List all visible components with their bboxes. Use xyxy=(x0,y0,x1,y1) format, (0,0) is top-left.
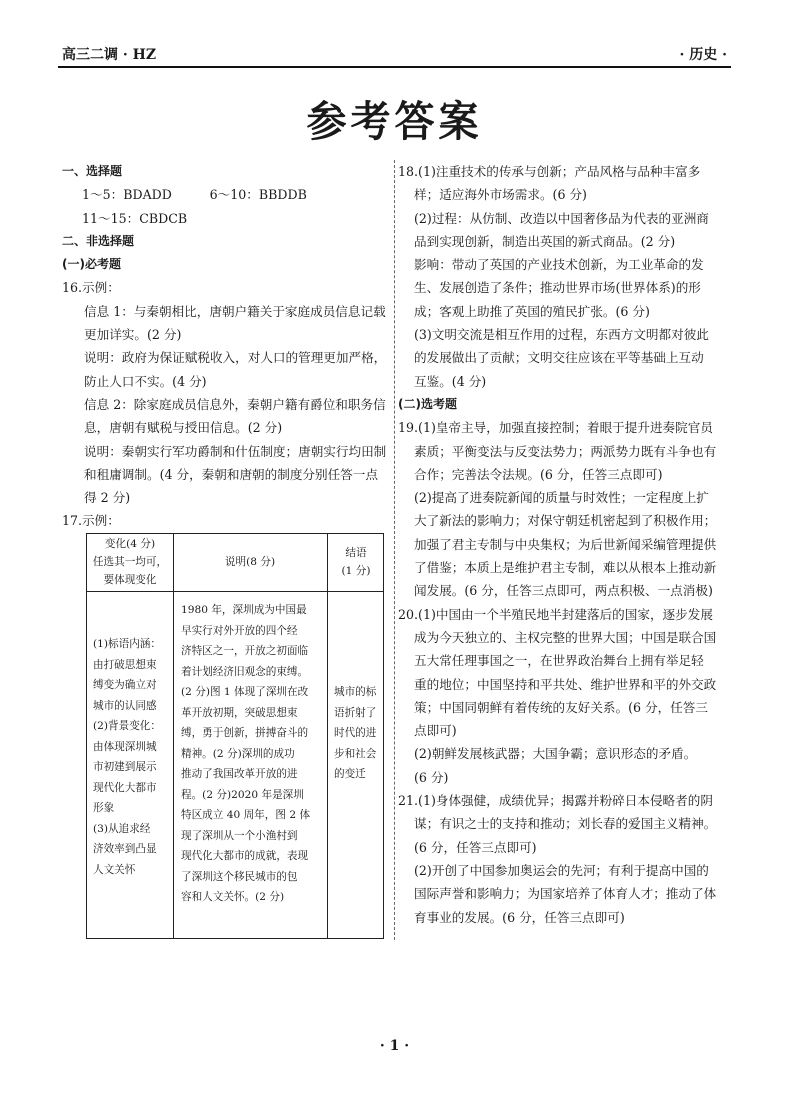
answer-line: 20.(1)中国由一个半殖民地半封建落后的国家，逐步发展 xyxy=(398,606,713,622)
table-header-conclusion xyxy=(327,534,385,591)
answer-line: 21.(1)身体强健，成绩优异；揭露并粉碎日本侵略者的阴 xyxy=(398,793,713,809)
table-text-line: 济效率到凸显 xyxy=(93,843,157,855)
section-heading: (二)选考题 xyxy=(398,396,457,411)
answer-line: (6 分，任答三点即可) xyxy=(414,839,537,855)
answer-line: 息，唐朝有赋税与授田信息。(2 分) xyxy=(84,420,283,436)
table-text-line: 革开放初期，突破思想束 xyxy=(181,706,298,719)
answer-line: (3)文明交流是相互作用的过程，东西方文明都对彼此 xyxy=(414,327,709,343)
table-text-line: 特区成立 40 周年，图 2 体 xyxy=(181,809,311,821)
answer-line: 说明：秦朝实行军功爵制和什伍制度；唐朝实行均田制 xyxy=(84,443,387,459)
table-text-line: 说明(8 分) xyxy=(224,556,276,568)
table-text-line: 的变迁 xyxy=(334,768,366,780)
table-text-line: 语折射了 xyxy=(334,706,377,719)
answer-line: 18.(1)注重技术的传承与创新；产品风格与品种丰富多 xyxy=(398,164,701,179)
page-title: 参考答案 xyxy=(306,98,483,147)
answer-line: (2)过程：从仿制、改造以中国奢侈品为代表的亚洲商 xyxy=(414,210,709,226)
table-text-line: (1 分) xyxy=(341,565,371,577)
answer-line: (6 分) xyxy=(414,769,449,785)
table-text-line: (1)标语内涵： xyxy=(93,638,161,650)
header-exam-label: 高三二调 · HZ xyxy=(62,47,157,63)
answer-line: (2)开创了中国参加奥运会的先河；有利于提高中国的 xyxy=(414,862,709,878)
answer-line: 成为今天独立的、主权完整的世界大国；中国是联合国 xyxy=(414,629,717,645)
answer-line: 得 2 分) xyxy=(84,490,131,506)
answer-line: 国际声誉和影响力；为国家培养了体育人才；推动了体 xyxy=(414,886,717,902)
answer-line: 17.示例： xyxy=(62,513,120,529)
table-text-line: 城市的认同感 xyxy=(93,699,157,712)
table-text-line: 由体现深圳城 xyxy=(93,740,157,753)
section-heading: (一)必考题 xyxy=(62,257,121,272)
answer-line: 19.(1)皇帝主导，加强直接控制；着眼于提升进奏院官员 xyxy=(398,420,713,436)
table-text-line: (3)从追求经 xyxy=(93,822,151,835)
table-text-line: 现代化大都市 xyxy=(93,781,157,794)
answer-line: 五大常任理事国之一，在世界政治舞台上拥有举足轻 xyxy=(414,653,704,669)
section-heading: 二、非选择题 xyxy=(62,233,135,248)
answer-line: (2)提高了进奏院新闻的质量与时效性；一定程度上扩 xyxy=(414,490,709,506)
table-text-line: 步和社会 xyxy=(334,747,377,760)
table-text-line: 要体现变化 xyxy=(103,574,157,586)
answer-line: 大了新法的影响力；对保守朝廷机密起到了积极作用； xyxy=(414,513,717,529)
header-divider xyxy=(58,66,731,68)
answer-line: 16.示例： xyxy=(62,280,120,296)
answer-line: 闻发展。(6 分，任答三点即可，两点积极、一点消极) xyxy=(414,583,713,599)
example-table xyxy=(86,533,384,939)
right-column xyxy=(398,160,732,929)
table-text-line: (2)背景变化： xyxy=(93,720,161,732)
table-cell-conclusion xyxy=(327,682,385,785)
table-text-line: 1980 年，深圳成为中国最 xyxy=(181,604,307,616)
table-text-line: 了深圳这个移民城市的包 xyxy=(181,870,298,883)
answer-line: 样；适应海外市场需求。(6 分) xyxy=(414,187,587,203)
table-text-line: 济特区之一，开放之初面临 xyxy=(181,645,309,657)
table-header-change xyxy=(87,534,173,591)
answer-line: (2)朝鲜发展核武器；大国争霸；意识形态的矛盾。 xyxy=(414,746,697,762)
answer-line: 素质；平衡变法与反变法势力；两派势力既有斗争也有 xyxy=(414,443,717,459)
table-text-line: 现了深圳从一个小渔村到 xyxy=(181,829,298,842)
table-text-line: 精神。(2 分)深圳的成功 xyxy=(181,747,295,760)
table-header-explanation xyxy=(173,534,327,591)
table-text-line: 市初建到展示 xyxy=(93,761,157,773)
table-text-line: 缚变为确立对 xyxy=(93,679,157,691)
answer-line: 加强了君主专制与中央集权；为后世新闻采编管理提供 xyxy=(414,536,717,552)
page-number: · 1 · xyxy=(379,1038,410,1054)
table-text-line: 早实行对外开放的四个经 xyxy=(181,624,298,637)
table-text-line: 现代化大都市的成就，表现 xyxy=(181,850,309,862)
table-text-line: 着计划经济旧观念的束缚。 xyxy=(181,665,309,678)
answer-line: 1～5：BDADD 6～10：BBDDB xyxy=(82,187,307,203)
answer-line: 谋；有识之士的支持和推动；刘长春的爱国主义精神。 xyxy=(414,816,717,832)
table-text-line: 容和人文关怀。(2 分) xyxy=(181,891,285,903)
answer-line: 策；中国同朝鲜有着传统的友好关系。(6 分，任答三 xyxy=(414,699,708,715)
left-column xyxy=(62,160,390,533)
table-text-line: 缚，勇于创新，拼搏奋斗的 xyxy=(181,727,309,739)
section-heading: 一、选择题 xyxy=(62,164,123,178)
answer-line: 点即可) xyxy=(414,723,457,739)
answer-line: 成；客观上助推了英国的殖民扩张。(6 分) xyxy=(414,303,650,319)
table-header-divider xyxy=(87,591,383,592)
answer-line: 了借鉴；本质上是维护君主专制，难以从根本上推动新 xyxy=(414,560,717,576)
header-subject-label: · 历史 · xyxy=(679,47,727,63)
table-cell-explanation xyxy=(173,600,327,908)
answer-line: 更加详实。(2 分) xyxy=(84,327,182,343)
answer-line: 11～15：CBDCB xyxy=(82,210,188,226)
answer-line: 合作；完善法令法规。(6 分，任答三点即可) xyxy=(414,466,663,482)
table-text-line: 由打破思想束 xyxy=(93,658,157,671)
answer-line: 影响：带动了英国的产业技术创新，为工业革命的发 xyxy=(414,257,704,273)
answer-line: 说明：政府为保证赋税收入，对人口的管理更加严格， xyxy=(84,350,387,366)
answer-line: 信息 1：与秦朝相比，唐朝户籍关于家庭成员信息记载 xyxy=(84,303,386,319)
answer-line: 的发展做出了贡献；文明交往应该在平等基础上互动 xyxy=(414,350,704,366)
table-text-line: 变化(4 分) xyxy=(104,538,156,550)
table-text-line: 人文关怀 xyxy=(93,863,136,876)
table-text-line: 推动了我国改革开放的进 xyxy=(181,768,298,780)
table-text-line: 时代的进 xyxy=(334,727,377,739)
column-divider xyxy=(394,160,395,940)
answer-line: 生、发展创造了条件；推动世界市场(世界体系)的形 xyxy=(414,280,701,296)
answer-line: 和租庸调制。(4 分，秦朝和唐朝的制度分别任答一点 xyxy=(84,466,378,482)
answer-line: 互鉴。(4 分) xyxy=(414,373,487,389)
table-text-line: 城市的标 xyxy=(334,686,377,698)
table-text-line: 结语 xyxy=(345,547,367,559)
answer-line: 育事业的发展。(6 分，任答三点即可) xyxy=(414,909,625,925)
table-text-line: 任选其一均可， xyxy=(92,556,168,568)
table-cell-change xyxy=(87,634,173,880)
table-text-line: (2 分)图 1 体现了深圳在改 xyxy=(181,686,309,698)
answer-line: 品到实现创新，制造出英国的新式商品。(2 分) xyxy=(414,233,676,249)
table-text-line: 形象 xyxy=(93,802,115,814)
answer-line: 重的地位；中国坚持和平共处、维护世界和平的外交政 xyxy=(414,676,717,692)
table-text-line: 程。(2 分)2020 年是深圳 xyxy=(181,788,304,801)
answer-line: 信息 2：除家庭成员信息外，秦朝户籍有爵位和职务信 xyxy=(84,396,386,412)
answer-line: 防止人口不实。(4 分) xyxy=(84,373,207,389)
